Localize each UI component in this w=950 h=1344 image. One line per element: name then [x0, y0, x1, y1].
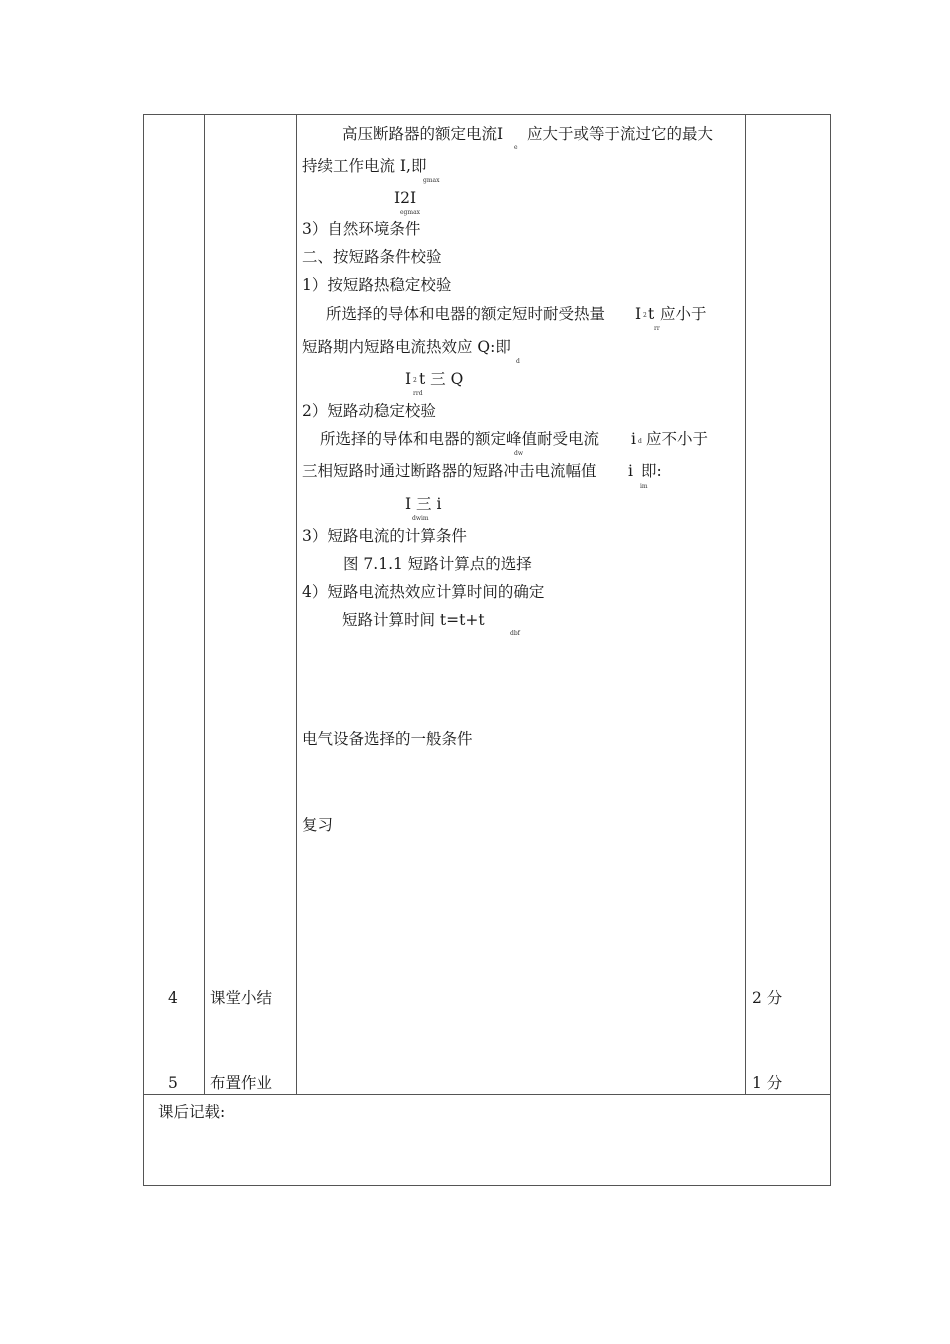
notes-label: 课后记载:: [158, 1103, 226, 1121]
section-heading: 二、按短路条件校验: [302, 248, 442, 266]
content-line: 三相短路时通过断路器的短路冲击电流幅值: [302, 462, 597, 480]
content-line: 高压断路器的额定电流: [342, 125, 498, 143]
content-line: 应不小于: [646, 430, 709, 448]
subscript: d: [638, 438, 642, 445]
row-number: 4: [168, 989, 178, 1007]
row-number: 5: [168, 1074, 178, 1092]
subscript: dwim: [412, 515, 429, 522]
content-line: 应大于或等于流过它的最大: [527, 125, 714, 143]
section-heading: 3）自然环境条件: [302, 220, 421, 238]
column-divider: [204, 115, 205, 1094]
superscript: 2: [413, 377, 417, 384]
content-variable: i: [631, 430, 636, 448]
content-line: 短路期内短路电流热效应 Q:即: [302, 338, 511, 356]
formula: I 三 i: [405, 495, 442, 513]
formula: I2I: [394, 189, 417, 207]
subscript: im: [640, 483, 648, 490]
content-line: 即:: [641, 462, 662, 480]
row-label: 布置作业: [210, 1074, 273, 1092]
subscript: dbf: [510, 630, 520, 637]
subscript: rrd: [413, 390, 423, 397]
row-label: 课堂小结: [210, 989, 273, 1007]
superscript: 2: [643, 312, 647, 319]
subscript: gmax: [423, 177, 440, 184]
content-line: 短路计算时间 t=t+t: [342, 611, 485, 629]
subscript: rr: [654, 325, 660, 332]
section-heading: 3）短路电流的计算条件: [302, 527, 467, 545]
content-variable: I: [635, 305, 642, 323]
lesson-table: [143, 114, 831, 1186]
row-time: 1 分: [752, 1074, 783, 1092]
content-variable: t: [648, 305, 655, 323]
summary-text: 电气设备选择的一般条件: [302, 730, 473, 748]
content-line: 应小于: [660, 305, 707, 323]
formula: I: [405, 370, 412, 388]
content-line: 所选择的导体和电器的额定短时耐受热量: [326, 305, 606, 323]
content-line: 持续工作电流 I,即: [302, 157, 427, 175]
subscript: egmax: [400, 209, 421, 216]
subscript: d: [516, 358, 520, 365]
column-divider: [296, 115, 297, 1094]
content-variable: I: [497, 125, 504, 143]
row-divider: [144, 1094, 830, 1095]
section-heading: 2）短路动稳定校验: [302, 402, 436, 420]
subscript: e: [514, 144, 518, 151]
content-line: 所选择的导体和电器的额定峰值耐受电流: [320, 430, 600, 448]
column-divider: [745, 115, 746, 1094]
homework-text: 复习: [302, 816, 334, 834]
content-variable: i: [628, 462, 633, 480]
formula: t 三 Q: [419, 370, 464, 388]
subscript: dw: [514, 450, 523, 457]
row-time: 2 分: [752, 989, 783, 1007]
figure-caption: 图 7.1.1 短路计算点的选择: [343, 555, 532, 573]
section-heading: 4）短路电流热效应计算时间的确定: [302, 583, 545, 601]
section-heading: 1）按短路热稳定校验: [302, 276, 452, 294]
